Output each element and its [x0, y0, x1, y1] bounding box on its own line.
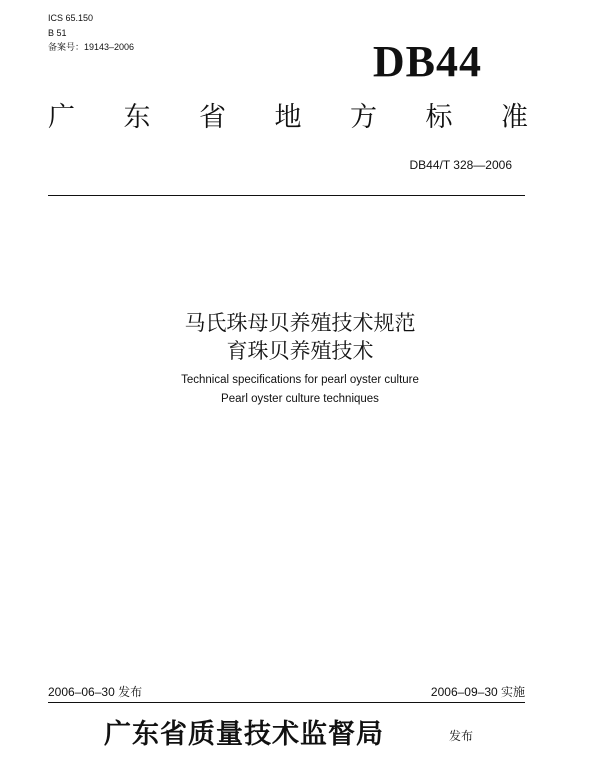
standard-code: DB44	[372, 37, 482, 86]
ccs-code: B 51	[48, 28, 67, 38]
title-cn-main: 马氏珠母贝养殖技术规范	[184, 311, 416, 335]
standard-level-char: 广	[48, 102, 75, 133]
issuing-authority-suffix: 发布	[449, 729, 474, 743]
record-number: 备案号：19143–2006	[48, 42, 135, 52]
bottom-divider	[48, 702, 525, 703]
standard-level-char: 准	[501, 102, 528, 133]
standard-level-char: 标	[425, 102, 453, 133]
title-en-main: Technical specifications for pearl oyster culture	[181, 374, 419, 386]
issuing-authority: 广东省质量技术监督局	[104, 719, 384, 750]
implementation-date: 2006–09–30 实施	[430, 685, 525, 699]
standard-number: DB44/T 328—2006	[409, 158, 512, 172]
title-cn-sub: 育珠贝养殖技术	[226, 339, 374, 363]
standard-level-char: 地	[274, 102, 302, 133]
issue-date: 2006–06–30 发布	[48, 685, 143, 699]
top-divider	[48, 195, 525, 196]
standard-level-char: 东	[123, 102, 151, 133]
standard-level-char: 方	[350, 102, 377, 133]
title-en-sub: Pearl oyster culture techniques	[221, 393, 379, 405]
ics-code: ICS 65.150	[48, 13, 94, 23]
standard-level	[48, 100, 528, 136]
standard-level-char: 省	[199, 102, 226, 133]
